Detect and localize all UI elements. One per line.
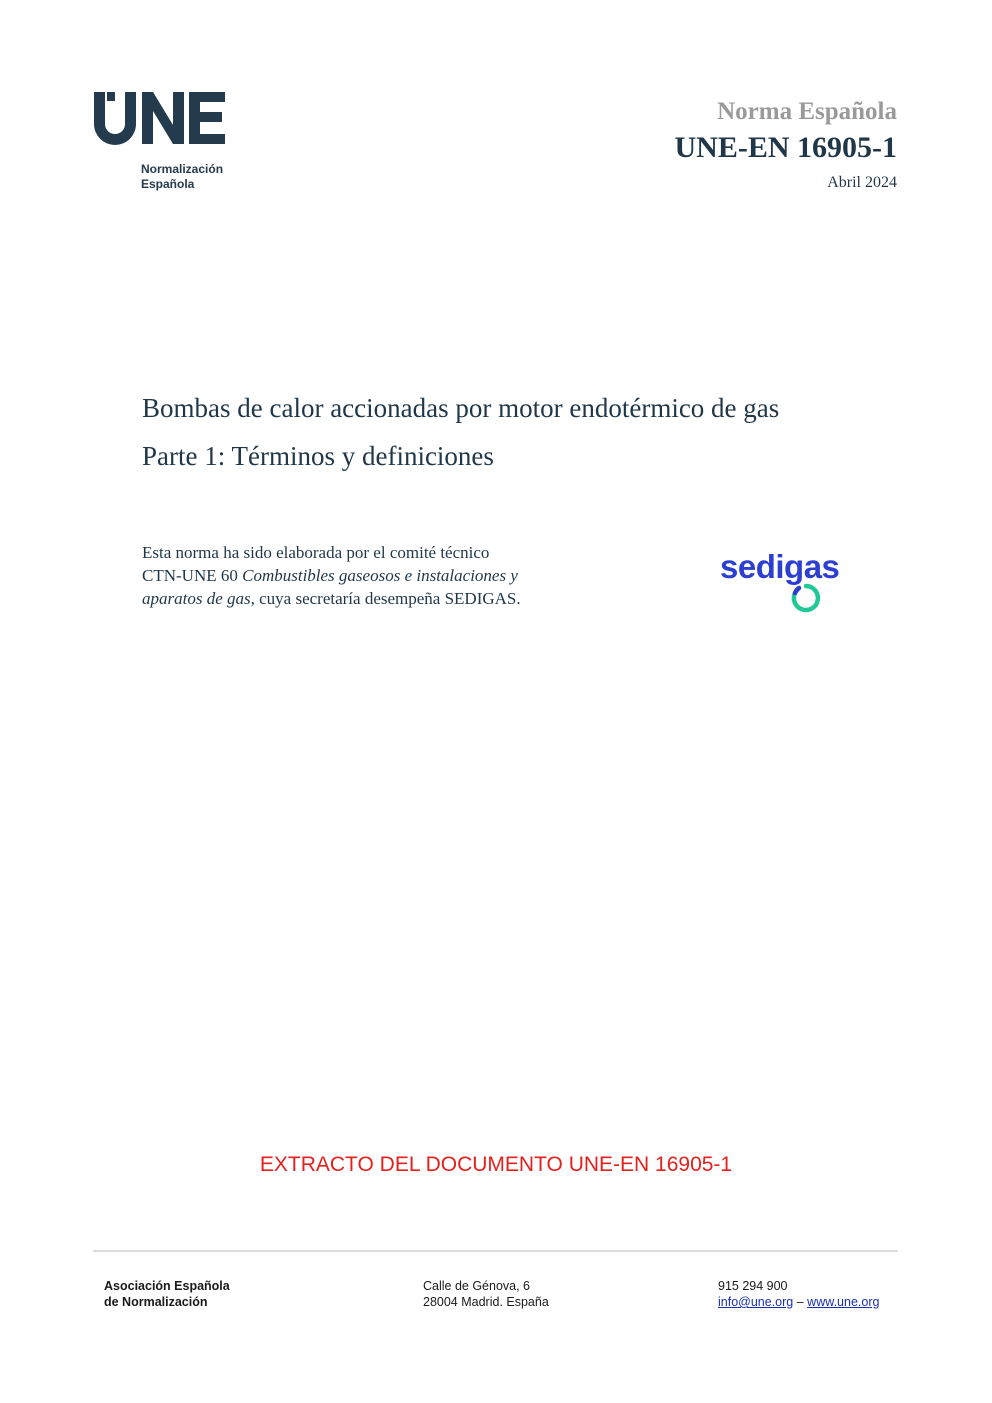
une-logo xyxy=(92,88,242,198)
une-logo-subtitle xyxy=(141,162,223,192)
sedigas-ring-icon xyxy=(786,580,826,620)
une-logo-subtitle-line2: Española xyxy=(141,177,195,191)
norma-label: Norma Española xyxy=(717,98,897,125)
footer-contact xyxy=(718,1278,879,1310)
committee-trailing: , cuya secretaría desempeña SEDIGAS. xyxy=(250,589,521,608)
committee-name-part1: Combustibles gaseosos e instalaciones y xyxy=(242,566,518,585)
footer-website-link[interactable]: www.une.org xyxy=(807,1295,880,1309)
sedigas-wordmark: sedigas xyxy=(720,548,840,585)
title-line-1: Bombas de calor accionadas por motor endotérmico de gas xyxy=(142,393,780,423)
committee-line-2 xyxy=(142,564,642,587)
committee-line-1: Esta norma ha sido elaborada por el comité técnico xyxy=(142,543,490,562)
footer-address xyxy=(423,1278,549,1310)
title-line-2: Parte 1: Términos y definiciones xyxy=(142,441,494,471)
document-header xyxy=(675,96,898,196)
footer-divider xyxy=(93,1250,898,1252)
footer-org-line-2: de Normalización xyxy=(104,1295,208,1309)
footer-address-line-2: 28004 Madrid. España xyxy=(423,1295,549,1309)
committee-name-part2: aparatos de gas xyxy=(142,589,251,608)
une-wordmark-graphic xyxy=(92,88,232,148)
footer-link-separator: – xyxy=(796,1295,804,1309)
committee-code: CTN-UNE 60 xyxy=(142,566,238,585)
footer-links xyxy=(718,1294,879,1310)
une-logo-subtitle-line1: Normalización xyxy=(141,162,224,176)
norma-code: UNE-EN 16905-1 xyxy=(674,131,897,164)
publication-date: Abril 2024 xyxy=(827,174,897,191)
extract-notice: EXTRACTO DEL DOCUMENTO UNE-EN 16905-1 xyxy=(259,1153,733,1176)
committee-line-3 xyxy=(142,587,642,610)
sedigas-logo xyxy=(720,548,870,618)
footer-email-link[interactable]: info@une.org xyxy=(718,1295,794,1309)
footer-phone: 915 294 900 xyxy=(718,1279,788,1293)
committee-statement xyxy=(142,541,642,610)
footer-organization xyxy=(104,1278,230,1310)
document-title xyxy=(142,384,912,480)
footer-address-line-1: Calle de Génova, 6 xyxy=(423,1279,531,1293)
footer-org-line-1: Asociación Española xyxy=(104,1279,230,1293)
